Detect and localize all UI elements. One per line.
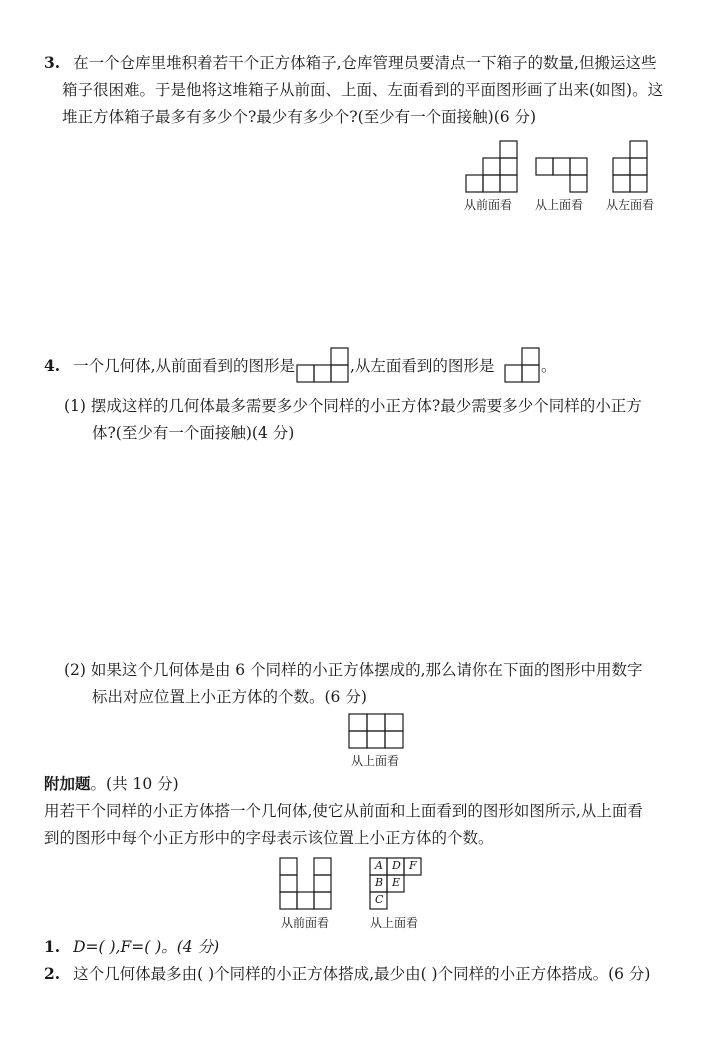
extra-title-text: 附加题 (44, 774, 91, 793)
q4-caption-top: 从上面看 (351, 754, 400, 768)
extra-front-view (280, 856, 336, 912)
q4-sub1-line-1: (1) 摆成这样的几何体最多需要多少个同样的小正方体?最少需要多少个同样的小正方 (64, 397, 642, 415)
q3-caption-left: 从左面看 (606, 198, 655, 212)
q4-number: 4. (44, 356, 61, 375)
extra-q2-number: 2. (44, 964, 61, 983)
q4-text-b: ,从左面看到的图形是 (350, 357, 495, 375)
q3-line-3: 堆正方体箱子最多有多少个?最少有多少个?(至少有一个面接触)(6 分) (62, 108, 537, 126)
q3-front-view (466, 139, 522, 195)
extra-caption-top: 从上面看 (370, 916, 419, 930)
extra-q1-number: 1. (44, 937, 61, 956)
extra-title-suffix: 。(共 10 分) (90, 775, 179, 793)
grid-letter-c: C (375, 893, 384, 906)
q3-number: 3. (44, 53, 61, 72)
extra-q1 (44, 937, 219, 957)
q4-left-view (505, 346, 545, 384)
q4-front-view (297, 346, 353, 384)
grid-letter-f: F (409, 859, 417, 872)
q4-sub1-line-2: 体?(至少有一个面接触)(4 分) (92, 424, 295, 442)
q4-top-view-grid (349, 712, 405, 750)
extra-q2-text: 这个几何体最多由( )个同样的小正方体搭成,最少由( )个同样的小正方体搭成。(6 分) (73, 965, 651, 983)
extra-line-2: 到的图形中每个小正方形中的字母表示该位置上小正方体的个数。 (44, 829, 494, 847)
extra-line-1: 用若干个同样的小正方体搭一个几何体,使它从前面和上面看到的图形如图所示,从上面看 (44, 802, 643, 820)
q4-text-a: 一个几何体,从前面看到的图形是 (73, 357, 296, 375)
q3-left-view (613, 139, 653, 195)
q3-caption-front: 从前面看 (464, 198, 513, 212)
extra-q1-text: D=( ),F=( )。(4 分) (73, 938, 220, 956)
q4-sub2-line-2: 标出对应位置上小正方体的个数。(6 分) (92, 688, 367, 706)
q4-line-1 (44, 356, 295, 376)
q3-line-1 (44, 53, 656, 73)
extra-title (44, 774, 179, 794)
q4-sub2-line-1: (2) 如果这个几何体是由 6 个同样的小正方体摆成的,那么请你在下面的图形中用数字 (64, 661, 643, 679)
q3-top-view (536, 156, 592, 194)
q3-text-1: 在一个仓库里堆积着若干个正方体箱子,仓库管理员要清点一下箱子的数量,但搬运这些 (73, 54, 657, 72)
q3-line-2: 箱子很困难。于是他将这堆箱子从前面、上面、左面看到的平面图形画了出来(如图)。这 (62, 81, 664, 99)
grid-letter-d: D (392, 859, 401, 872)
extra-caption-front: 从前面看 (281, 916, 330, 930)
extra-q2 (44, 964, 650, 984)
q3-caption-top: 从上面看 (535, 198, 584, 212)
grid-letter-e: E (392, 876, 401, 889)
grid-letter-a: A (375, 859, 383, 872)
q4-text-c: 。 (541, 357, 557, 375)
grid-letter-b: B (375, 876, 384, 889)
